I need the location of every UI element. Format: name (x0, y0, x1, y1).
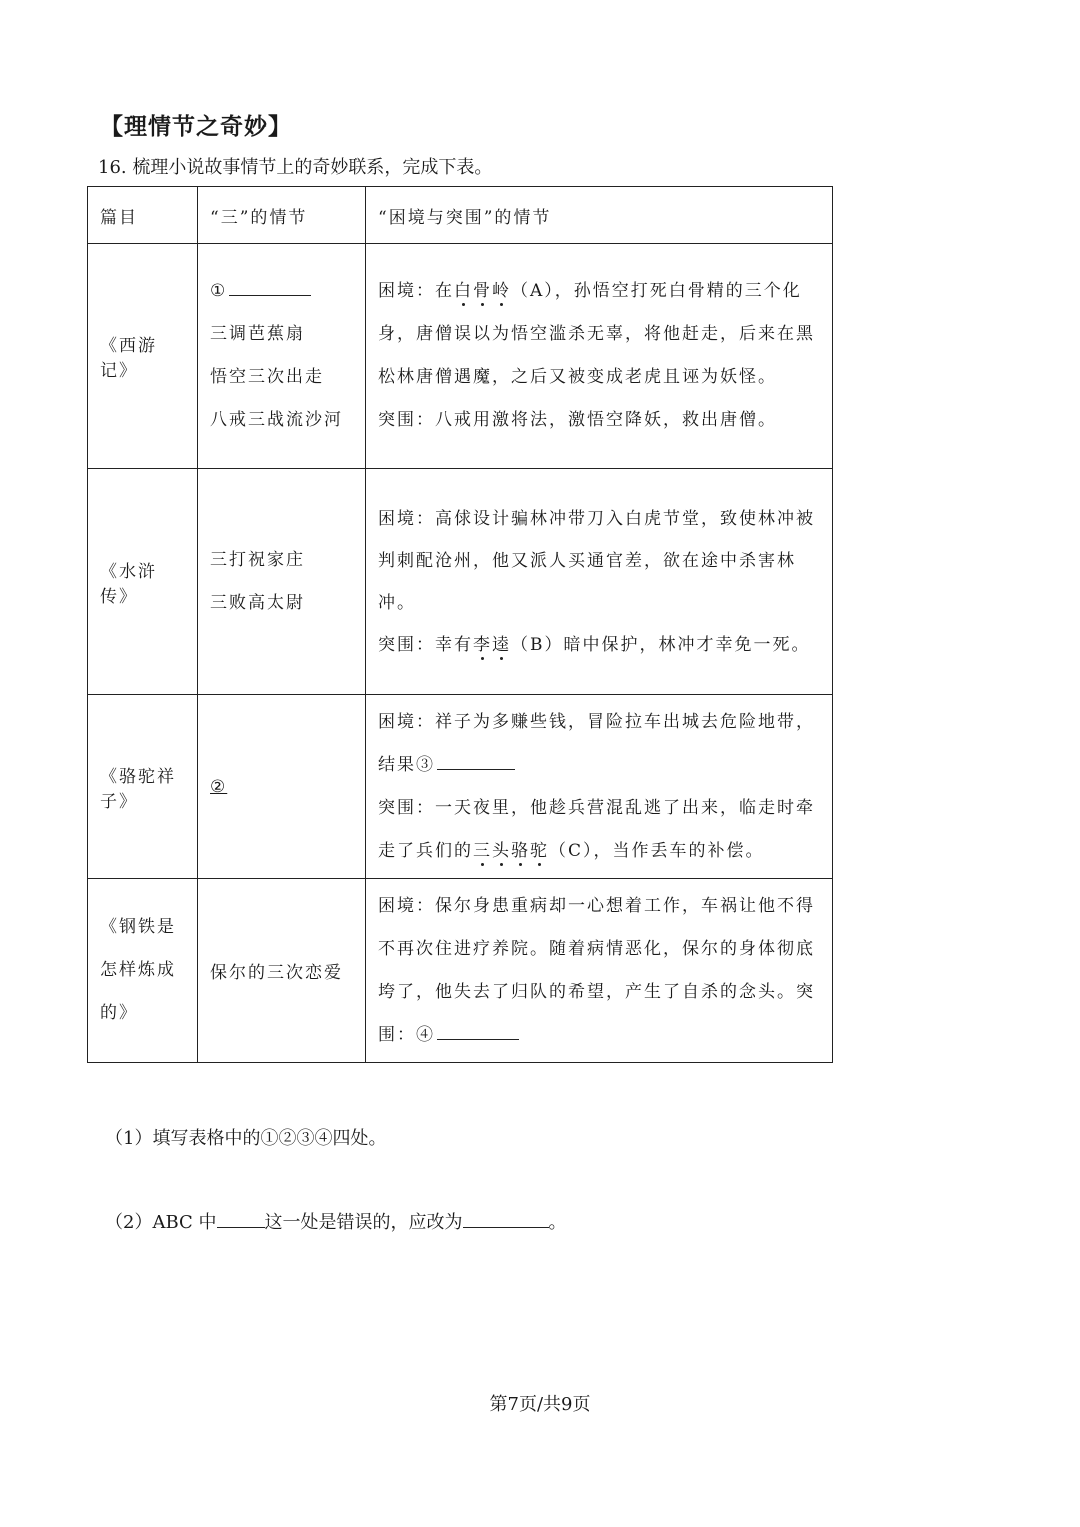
three-plot-item: 三调芭蕉扇 (210, 324, 305, 344)
answer-blank-3[interactable]: ③ (416, 755, 515, 775)
dotted-term-a: 白骨岭 (454, 281, 511, 301)
three-plot-cell (198, 469, 366, 695)
sub-question-1: （1）填写表格中的①②③④四处。 (105, 1128, 387, 1149)
three-plot-item: 悟空三次出走 (210, 367, 324, 387)
predicament-cell (366, 879, 833, 1063)
header-cell-three: “三”的情节 (198, 187, 366, 244)
table-row (88, 469, 833, 695)
header-cell-title: 篇目 (88, 187, 198, 244)
section-title: 【理情节之奇妙】 (100, 114, 292, 140)
page-number: 第7页/共9页 (489, 1394, 591, 1415)
three-plot-cell (198, 695, 366, 879)
three-plot-item: 三打祝家庄 (210, 549, 305, 570)
three-plot-item: 八戒三战流沙河 (210, 410, 343, 430)
predicament-text: 困境：保尔身患重病却一心想着工作，车祸让他不得不再次住进疗养院。随着病情恶化，保尔的身体彻底垮了，他失去了归队的希望，产生了自杀的念头。突围：④ (378, 895, 815, 1045)
table-row (88, 244, 833, 469)
plot-table (87, 186, 833, 1063)
predicament-cell (366, 695, 833, 879)
three-plot-cell (198, 879, 366, 1063)
breakout-text: 突围：一天夜里，他趁兵营混乱逃了出来，临走时牵走了兵们的三头骆驼（C），当作丢车的补偿。 (378, 797, 815, 861)
breakout-text: 突围：八戒用激将法，激悟空降妖，救出唐僧。 (378, 410, 777, 430)
table-header-row (88, 187, 833, 244)
answer-blank-4[interactable]: ④ (416, 1025, 519, 1045)
answer-blank-abc[interactable] (217, 1209, 265, 1228)
predicament-cell (366, 244, 833, 469)
predicament-text: 困境：祥子为多赚些钱，冒险拉车出城去危险地带，结果③ (378, 711, 815, 775)
book-title: 《水浒传》 (88, 469, 198, 695)
dotted-term-c: 三头骆驼 (473, 840, 549, 861)
three-plot-item: 保尔的三次恋爱 (210, 963, 343, 983)
table-row (88, 695, 833, 879)
predicament-text: 困境：高俅设计骗林冲带刀入白虎节堂，致使林冲被判刺配沧州，他又派人买通官差，欲在途中杀害林冲。 (378, 508, 815, 613)
question-text: 16. 梳理小说故事情节上的奇妙联系，完成下表。 (98, 157, 493, 178)
table-row (88, 879, 833, 1063)
predicament-text: 困境：在白骨岭（A），孙悟空打死白骨精的三个化身，唐僧误以为悟空滥杀无辜，将他赶走，后来在黑松林唐僧遇魔，之后又被变成老虎且诬为妖怪。 (378, 281, 815, 387)
dotted-term-b: 李逵 (473, 634, 511, 655)
three-plot-item: 三败高太尉 (210, 592, 305, 613)
answer-blank-1[interactable]: ① (210, 270, 353, 313)
book-title: 《骆驼祥子》 (88, 695, 198, 879)
three-plot-cell (198, 244, 366, 469)
breakout-text: 突围：幸有李逵（B）暗中保护，林冲才幸免一死。 (378, 634, 811, 655)
predicament-cell (366, 469, 833, 695)
book-title: 《西游记》 (88, 244, 198, 469)
header-cell-plot: “困境与突围”的情节 (366, 187, 833, 244)
answer-blank-2[interactable]: ② (210, 776, 228, 797)
sub-question-2: （2）ABC 中 这一处是错误的，应改为 。 (105, 1208, 567, 1234)
book-title: 《钢铁是怎样炼成的》 (88, 879, 198, 1063)
answer-blank-correction[interactable] (463, 1209, 549, 1228)
